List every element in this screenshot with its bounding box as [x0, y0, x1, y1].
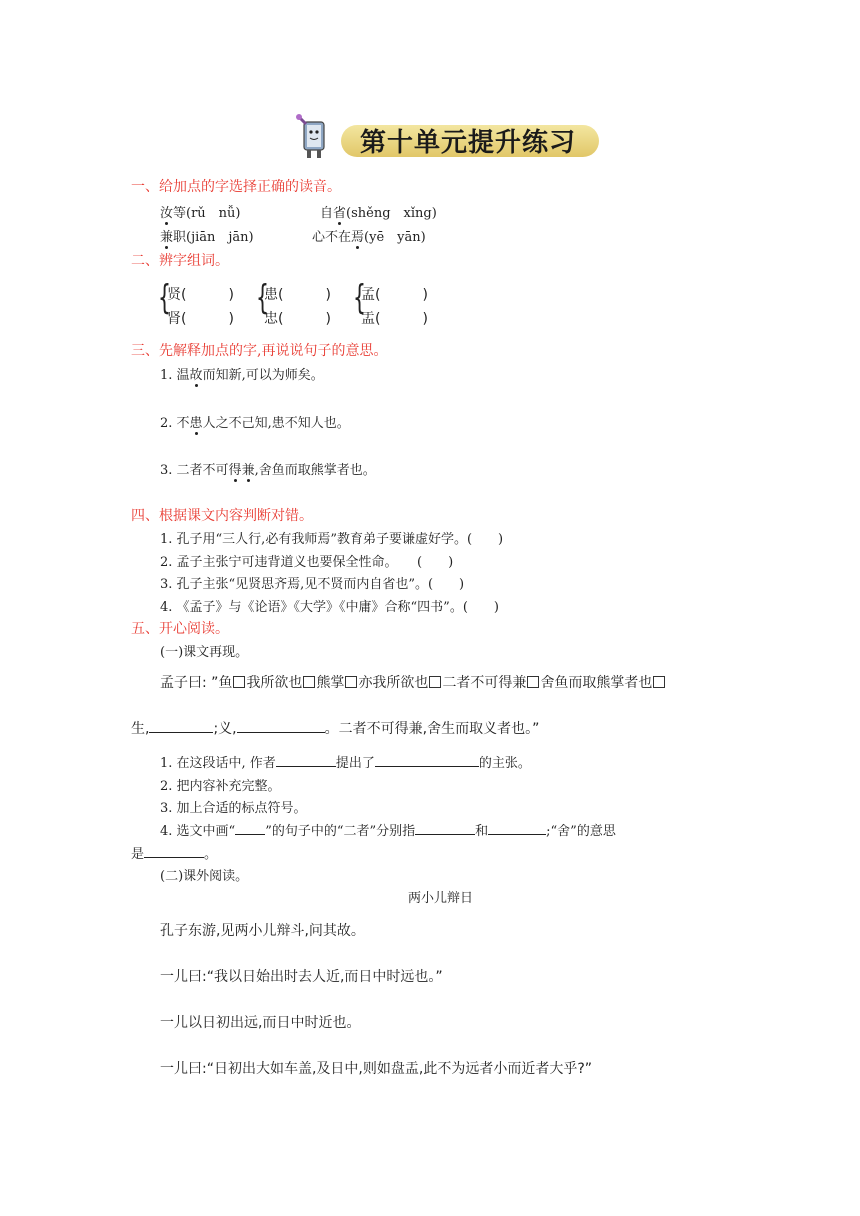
word-group-3-top: 孟( ) [361, 287, 428, 303]
pinyin-item-2: 自省(shěng xǐng) [320, 202, 437, 221]
story-line: 一儿曰:“日初出大如车盖,及日中,则如盘盂,此不为远者小而近者大乎?” [160, 1061, 593, 1077]
word-group-2-top: 患( ) [264, 287, 331, 303]
pinyin-item-4: 心不在焉(yē yān) [312, 226, 426, 245]
question-3-3: 3. 二者不可得兼,舍鱼而取熊掌者也。 [160, 459, 376, 478]
book-mascot-icon [290, 112, 336, 162]
blank-field[interactable] [149, 720, 213, 733]
pinyin-item-1: 汝等(rǔ nǚ) [160, 202, 241, 221]
word-group-3-bottom: 盂( ) [361, 311, 428, 327]
punct-box[interactable] [527, 676, 539, 688]
story-line: 孔子东游,见两小儿辩斗,问其故。 [160, 923, 365, 939]
brace-icon: { [353, 278, 366, 318]
story-title: 两小儿辩日 [408, 891, 474, 906]
blank-field[interactable] [415, 822, 475, 835]
section2-heading: 二、辨字组词。 [131, 253, 229, 269]
blank-field[interactable] [488, 822, 546, 835]
page-title: 第十单元提升练习 [360, 128, 577, 158]
punct-box[interactable] [345, 676, 357, 688]
story-line: 一儿曰:“我以日始出时去人近,而日中时远也。” [160, 969, 443, 985]
punct-box[interactable] [233, 676, 245, 688]
pinyin-item-3: 兼职(jiān jān) [160, 226, 254, 245]
reading-question-2: 2. 把内容补充完整。 [160, 779, 281, 794]
punct-box[interactable] [429, 676, 441, 688]
judge-item-4: 4. 《孟子》与《论语》《大学》《中庸》合称“四书”。( ) [160, 600, 499, 615]
judge-item-2: 2. 孟子主张宁可违背道义也要保全性命。 ( ) [160, 555, 454, 570]
section3-heading: 三、先解释加点的字,再说说句子的意思。 [131, 343, 388, 359]
blank-field [235, 822, 265, 835]
blank-field[interactable] [144, 845, 204, 858]
section1-heading: 一、给加点的字选择正确的读音。 [131, 179, 341, 195]
reading-question-3: 3. 加上合适的标点符号。 [160, 801, 307, 816]
section5-heading: 五、开心阅读。 [131, 621, 229, 637]
word-group-1-bottom: 肾( ) [167, 311, 234, 327]
brace-icon: { [158, 278, 171, 318]
judge-item-3: 3. 孔子主张“见贤思齐焉,见不贤而内自省也”。( ) [160, 577, 465, 592]
word-group-1-top: 贤( ) [167, 287, 234, 303]
judge-item-1: 1. 孔子用“三人行,必有我师焉”教育弟子要谦虚好学。( ) [160, 532, 504, 547]
section4-heading: 四、根据课文内容判断对错。 [131, 508, 313, 524]
word-group-2-bottom: 忠( ) [264, 311, 331, 327]
brace-icon: { [256, 278, 269, 318]
punct-box[interactable] [303, 676, 315, 688]
reading-question-4: 4. 选文中画“ ”的句子中的“二者”分别指 和 ;“舍”的意思 [160, 824, 616, 839]
passage-line-2: 生, ;义, 。二者不可得兼,舍生而取义者也。” [131, 721, 540, 737]
blank-field[interactable] [237, 720, 325, 733]
question-3-2: 2. 不患人之不己知,患不知人也。 [160, 412, 350, 431]
question-3-1: 1. 温故而知新,可以为师矣。 [160, 364, 324, 383]
passage-line-1: 孟子曰: ”鱼 我所欲也 熊掌 亦我所欲也 二者不可得兼 舍鱼而取熊掌者也 [160, 672, 666, 692]
part1-label: (一)课文再现。 [160, 645, 249, 660]
blank-field[interactable] [375, 754, 479, 767]
part2-label: (二)课外阅读。 [160, 869, 249, 884]
blank-field[interactable] [276, 754, 336, 767]
reading-question-4-cont: 是 。 [131, 847, 218, 862]
story-line: 一儿以日初出远,而日中时近也。 [160, 1015, 361, 1031]
punct-box[interactable] [653, 676, 665, 688]
reading-question-1: 1. 在这段话中, 作者 提出了 的主张。 [160, 756, 531, 771]
